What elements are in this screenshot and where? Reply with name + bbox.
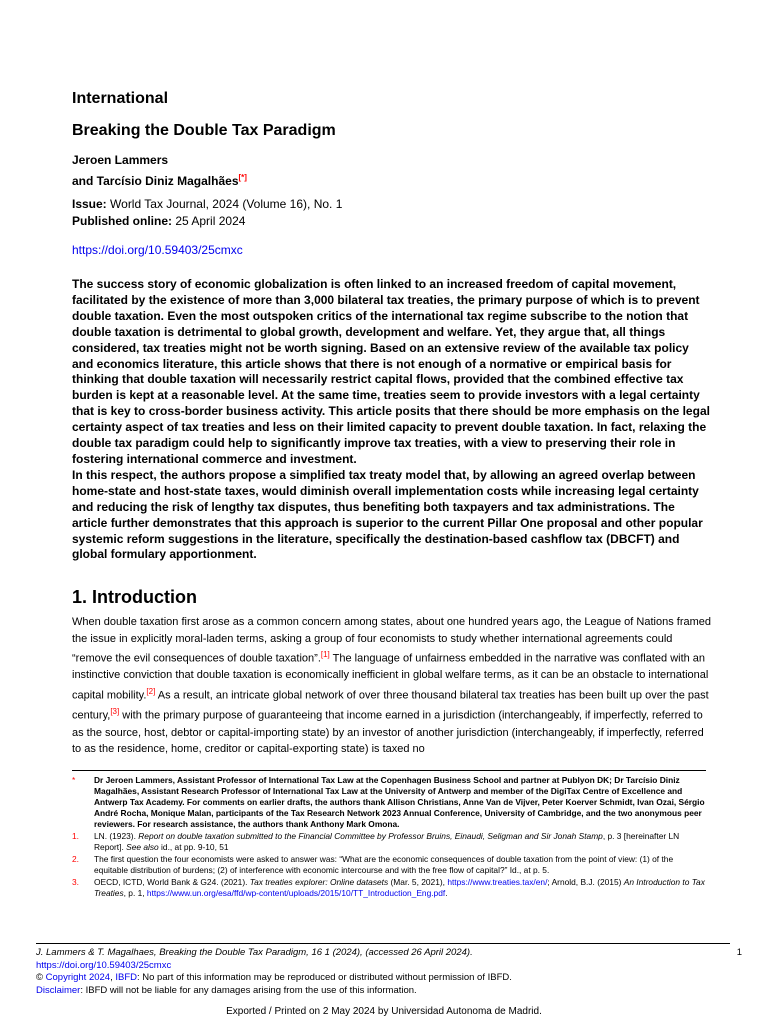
- footnote-marker[interactable]: 1.: [72, 831, 79, 841]
- footnote-1: [72, 831, 706, 853]
- disclaimer-line: [36, 985, 730, 998]
- fn3-part: , p. 1,: [123, 888, 147, 898]
- footnote-marker[interactable]: *: [72, 775, 76, 785]
- copyright-symbol: ©: [36, 972, 46, 984]
- author-2: and Tarcísio Diniz Magalhães: [72, 174, 239, 188]
- fn3-part: OECD, ICTD, World Bank & G24. (2021).: [94, 877, 250, 887]
- authors: [72, 152, 247, 190]
- footnote-text: [94, 831, 706, 853]
- footer-doi-line: [36, 960, 730, 973]
- fn3-book-title: An Introduction to Tax Treaties: [94, 877, 705, 898]
- intro-text-4: with the primary purpose of guaranteeing that income earned in a jurisdiction (interchangeably, if imperfectly, referred to as the source, host, debtor or capital-importing state) by an investor of another jurisdiction (interchangeably, if imperfectly, referred to as the residence, home, creditor or capital-exporting state) is taxed no: [72, 709, 704, 756]
- footnote-text: [94, 877, 706, 899]
- fn3-part: .: [445, 888, 448, 898]
- fn1-see-also: See also: [126, 842, 159, 852]
- footer-divider: [36, 943, 730, 944]
- issue-value: World Tax Journal, 2024 (Volume 16), No. 1: [110, 197, 343, 211]
- issue-label: Issue:: [72, 197, 107, 211]
- fn3-dataset-title: Tax treaties explorer: Online datasets: [249, 877, 389, 887]
- fn1-part: , p. 3 [hereinafter LN Report].: [94, 831, 680, 852]
- doi-link[interactable]: https://doi.org/10.59403/25cmxc: [72, 243, 243, 257]
- issue-line: [72, 196, 342, 213]
- footnote-3: [72, 877, 706, 899]
- citation-line: J. Lammers & T. Magalhaes, Breaking the Double Tax Paradigm, 16 1 (2024), (accessed 26 April 2024).: [36, 947, 473, 958]
- copyright-line: [36, 972, 730, 985]
- article-title: Breaking the Double Tax Paradigm: [72, 122, 336, 139]
- fn1-part: id., at pp. 9-10, 51: [158, 842, 229, 852]
- footnote-2: [72, 854, 706, 876]
- footnote-ref-3[interactable]: [3]: [110, 707, 120, 717]
- treaties-tax-link[interactable]: https://www.treaties.tax/en/: [447, 877, 548, 887]
- copyright-text: : No part of this information may be reproduced or distributed without permission of IBFD.: [137, 972, 512, 984]
- copyright-link[interactable]: Copyright 2024: [45, 972, 111, 984]
- fn3-part: (Mar. 5, 2021),: [388, 877, 448, 887]
- author-2-line: [72, 169, 247, 190]
- published-value: 25 April 2024: [175, 214, 246, 228]
- copyright-sep: ,: [110, 972, 116, 984]
- fn3-part: ; Arnold, B.J. (2015): [547, 877, 624, 887]
- footnote-text: Dr Jeroen Lammers, Assistant Professor of International Tax Law at the Copenhagen Business School and partner at Publyon DK; Dr Tarcísio Diniz Magalhães, Assistant Research Professor of International Tax Law at the University of Antwerp and member of the DigiTax Centre of Excellence and Antwerp Tax Academy. For comments on earlier drafts, the authors thank Allison Christians, Anne Van de Vijver, Peter Koerver Schmidt, Ivan Ozai, Sérgio André Rocha, Monique Malan, participants of the Tax Research Network 2023 Annual Conference, University of Cambridge, and the two anonymous peer reviewers. For research assistance, the authors thank Anthony Mark Omona.: [94, 775, 705, 829]
- published-label: Published online:: [72, 214, 173, 228]
- author-1: Jeroen Lammers: [72, 153, 169, 167]
- introduction-body: [72, 614, 712, 758]
- disclaimer-link[interactable]: Disclaimer: [36, 984, 81, 996]
- abstract-paragraph-2: In this respect, the authors propose a simplified tax treaty model that, by allowing an agreed overlap between home-state and host-state taxes, would diminish overall implementation costs while increasing legal certainty and reducing the risk of lengthy tax disputes, thus benefiting both taxpayers and tax administrations. The article further demonstrates that this approach is superior to the current Pillar One proposal and other popular systemic reform suggestions in the literature, specifically the destination-based cashflow tax (DBCFT) and global formulary apportionment.: [72, 467, 703, 562]
- footnote-marker[interactable]: 3.: [72, 877, 79, 887]
- footnote-divider: [72, 770, 706, 771]
- published-line: [72, 213, 342, 230]
- article-meta: [72, 196, 342, 230]
- page-number: 1: [736, 947, 742, 958]
- footnote-ref-1[interactable]: [1]: [320, 650, 330, 660]
- author-note-link[interactable]: [*]: [238, 173, 247, 182]
- export-notice: Exported / Printed on 2 May 2024 by Universidad Autonoma de Madrid.: [226, 1006, 542, 1017]
- intro-text-3: As a result, an intricate global network of over three thousand bilateral tax treaties has been built up over the past century,: [72, 689, 709, 722]
- footnote-author: [72, 775, 706, 830]
- footnote-text: The first question the four economists were asked to answer was: “What are the economic consequences of double taxation from the point of view: (1) of the equitable distribution of burdens; (2) of interference with economic intercourse and with the free flow of capital?” Id., at p. 5.: [94, 854, 674, 875]
- abstract: [72, 277, 712, 563]
- intro-text-1: When double taxation first arose as a common concern among states, about one hundred years ago, the League of Nations framed the issue in explicitly moral-laden terms, asking a group of four economists to study whether international agreements could “remove the evil consequences of double taxation”.: [72, 616, 711, 665]
- footnotes: [72, 775, 706, 900]
- footer-doi-link[interactable]: https://doi.org/10.59403/25cmxc: [36, 959, 172, 971]
- fn1-part: LN. (1923).: [94, 831, 139, 841]
- fn1-report-title: Report on double taxation submitted to the Financial Committee by Professor Bruins, Einaudi, Seligman and Sir Jonah Stamp: [138, 831, 603, 841]
- un-pdf-link[interactable]: https://www.un.org/esa/ffd/wp-content/uploads/2015/10/TT_Introduction_Eng.pdf: [146, 888, 446, 898]
- intro-text-2: The language of unfairness embedded in the narrative was conflated with an instinctive conviction that double taxation is economically inefficient in global welfare terms, as it can be an obstacle to international capital mobility.: [72, 652, 709, 702]
- ibfd-link[interactable]: IBFD: [115, 972, 137, 984]
- footnote-marker[interactable]: 2.: [72, 854, 79, 864]
- introduction-paragraph: [72, 614, 712, 758]
- abstract-paragraph-1: The success story of economic globalization is often linked to an increased freedom of capital movement, facilitated by the existence of more than 3,000 bilateral tax treaties, the primary purpose of which is to prevent double taxation. Even the most outspoken critics of the international tax regime subscribe to the notion that double taxation is detrimental to global growth, development and welfare. Yet, they argue that, all things considered, tax treaties might not be worth signing. Based on an extensive review of the available tax policy and economics literature, this article shows that there is not enough of a normative or empirical basis for thinking that double taxation will necessarily restrict capital flows, provided that the combined effective tax burden is kept at a reasonable level. At the same time, treaties seem to provide investors with a legal certainty that is key to cross-border business activity. This article posits that there should be more emphasis on the legal certainty aspect of tax treaties and less on their limited capacity to prevent double taxation. In fact, relaxing the double tax paradigm could help to significantly improve tax treaties, with a view to preserving their role in fostering international commerce and investment.: [72, 277, 710, 466]
- introduction-heading: 1. Introduction: [72, 587, 197, 607]
- section-label: International: [72, 90, 169, 107]
- footnote-ref-2[interactable]: [2]: [146, 687, 156, 697]
- page-footer: [36, 947, 730, 997]
- disclaimer-text: : IBFD will not be liable for any damages arising from the use of this information.: [80, 984, 417, 996]
